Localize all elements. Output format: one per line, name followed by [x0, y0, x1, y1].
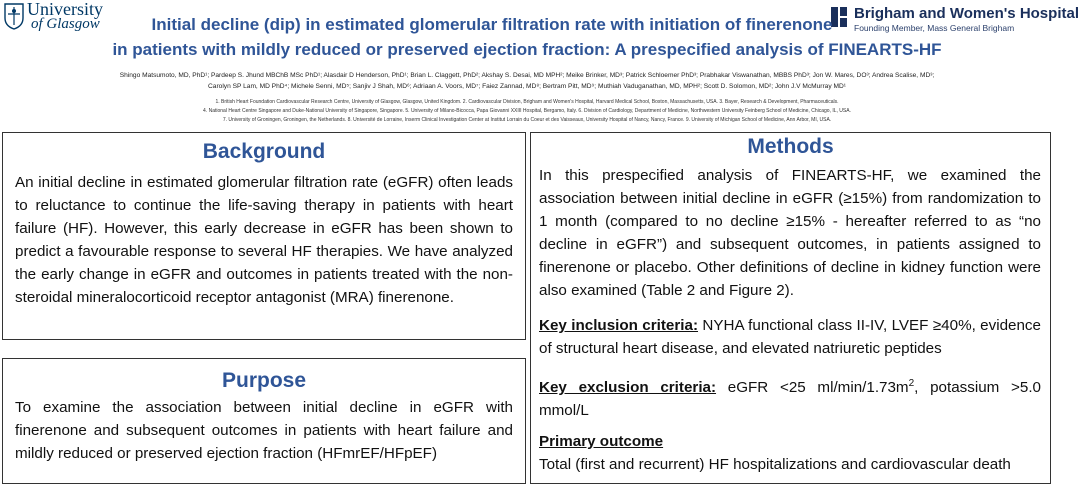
affiliations-line1: 1. British Heart Foundation Cardiovascular Research Centre, University of Glasgow, Glasgow, United Kingdom. 2. Cardiovascular Division, Brigham and Women's Hospital, Harvard Medical School, Boston, Massachusetts, USA. 3. Bayer, Research & Development, Pharmaceuticals. [215, 99, 839, 105]
primary-outcome-label: Primary outcome [539, 433, 664, 451]
poster-title-line1: Initial decline (dip) in estimated glomerular filtration rate with initiation of finerenone [151, 15, 833, 34]
methods-heading: Methods [747, 135, 834, 158]
exclusion-label: Key exclusion criteria: [539, 379, 717, 397]
exclusion-criteria [531, 372, 1050, 422]
uog-logo-line2: of Glasgow [31, 16, 100, 32]
exclusion-text-b: , potassium >5.0 mmol/L [539, 379, 1041, 420]
bwh-logo-name: Brigham and Women's Hospital [854, 5, 1079, 22]
background-heading: Background [202, 140, 326, 163]
purpose-heading: Purpose [221, 369, 307, 392]
primary-outcome [531, 430, 1050, 476]
inclusion-text: NYHA functional class II-IV, LVEF ≥40%, evidence of structural heart disease, and elevated natriuretic peptides [539, 317, 1041, 357]
primary-outcome-text: Total (first and recurrent) HF hospitalizations and cardiovascular death [539, 456, 1011, 474]
affiliations-line2: 4. National Heart Centre Singapore and Duke-National University of Singapore, Singapore. 5. University of Milano-Bicocca, Papa Giovanni XXIII Hospital, Bergamo, Italy. 6. Division of Cardiology, Department of Medicine, Northwestern University Feinberg School of Medicine, Chicago, IL, USA. [203, 108, 851, 114]
authors-line1: Shingo Matsumoto, MD, PhD¹; Pardeep S. Jhund MBChB MSc PhD¹; Alasdair D Henderson, PhD¹; Brian L. Claggett, PhD²; Akshay S. Desai, MD MPH²; Meike Brinker, MD³; Patrick Schloemer PhD³; Prabhakar Viswanathan, MBBS PhD³; Jon W. Mares, DO³; Andrea Scalise, MD³; [119, 72, 935, 79]
exclusion-text-a: eGFR <25 ml/min/1.73m [716, 379, 909, 397]
inclusion-label: Key inclusion criteria: [539, 317, 699, 334]
uog-logo-line1: University [27, 0, 103, 19]
authors-line2: Carolyn SP Lam, MD PhD⁴; Michele Senni, MD⁵; Sanjiv J Shah, MD⁶; Adriaan A. Voors, MD⁷; Faiez Zannad, MD⁸; Bertram Pitt, MD⁹; Muthiah Vaduganathan, MD, MPH²; Scott D. Solomon, MD²; John J.V McMurray MD¹ [208, 83, 846, 90]
affiliations-line3: 7. University of Groningen, Groningen, the Netherlands. 8. Université de Lorraine, Inserm Clinical Investigation Center at Institut Lorrain du Coeur et des Vaisseaux, University Hospital of Nancy, Nancy, France. 9. University of Michigan School of Medicine, Ann Arbor, MI, USA. [222, 117, 832, 123]
background-text: An initial decline in estimated glomerular filtration rate (eGFR) often leads to reluctance to continue the life-saving therapy in patients with heart failure (HF). However, this early decrease in eGFR has been shown to predict a favourable response to several HF therapies. We have analyzed the early change in eGFR and outcomes in patients treated with the non-steroidal mineralocorticoid receptor antagonist (MRA) finerenone. [15, 174, 513, 306]
bwh-logo-subtitle: Founding Member, Mass General Brigham [854, 23, 1015, 33]
exclusion-superscript: 2 [908, 378, 915, 389]
purpose-section [2, 358, 526, 484]
purpose-text: To examine the association between initial decline in eGFR with finerenone and subsequent outcomes in patients with heart failure and mildly reduced or preserved ejection fraction (HFmrEF/HFpEF) [15, 399, 513, 462]
methods-section [530, 132, 1051, 484]
background-section [2, 132, 526, 340]
methods-text: In this prespecified analysis of FINEARTS-HF, we examined the association between initial decline in eGFR (≥15%) from randomization to 1 month (compared to no decline ≥15% - hereafter referred to as “no decline in eGFR”) and subsequent outcomes, in patients assigned to finerenone or placebo. Other definitions of decline in kidney function were also examined (Table 2 and Figure 2). [539, 167, 1041, 299]
poster-title-line2: in patients with mildly reduced or preserved ejection fraction: A prespecified analysis of FINEARTS-HF [112, 40, 942, 59]
inclusion-criteria [531, 314, 1050, 360]
